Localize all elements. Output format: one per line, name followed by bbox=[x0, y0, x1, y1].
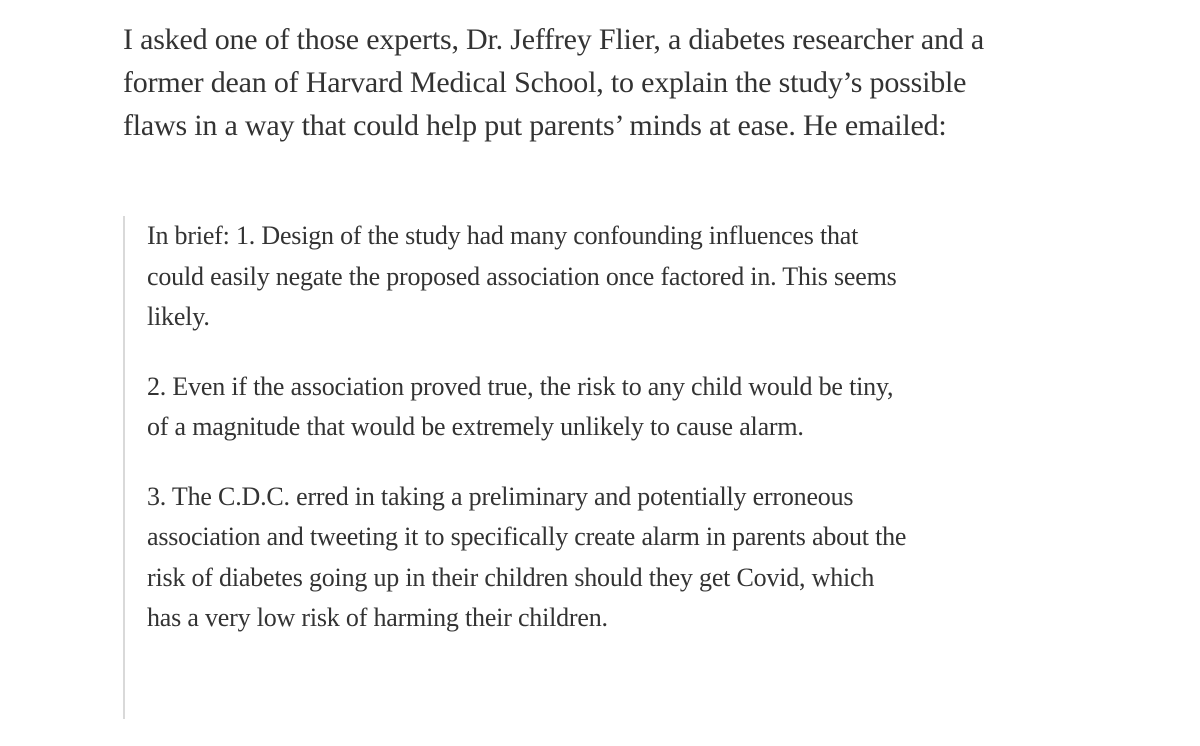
blockquote bbox=[123, 216, 923, 719]
lead-paragraph: I asked one of those experts, Dr. Jeffrey Flier, a diabetes researcher and a former dean of Harvard Medical School, to explain the study’s possible flaws in a way that could help put parents’ minds at ease. He emailed: bbox=[123, 23, 985, 142]
quote-paragraph-3: 3. The C.D.C. erred in taking a preliminary and potentially erroneous association and tweeting it to specifically create alarm in parents about the risk of diabetes going up in their children should they get Covid, which has a very low risk of harming their children. bbox=[147, 481, 907, 632]
quote-paragraph-1: In brief: 1. Design of the study had many confounding influences that could easily negate the proposed association once factored in. This seems likely. bbox=[147, 221, 897, 331]
article-body bbox=[123, 18, 1023, 147]
quote-paragraph-2: 2. Even if the association proved true, the risk to any child would be tiny, of a magnitude that would be extremely unlikely to cause alarm. bbox=[147, 371, 894, 441]
